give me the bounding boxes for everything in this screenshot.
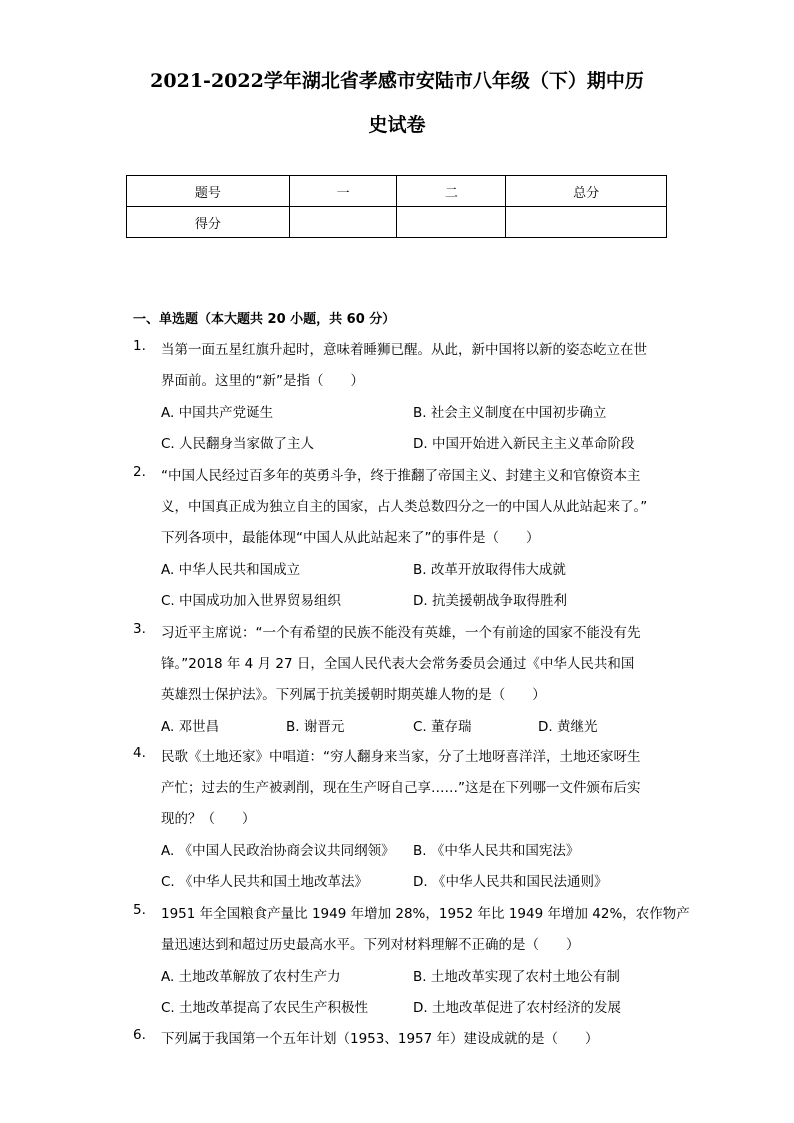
option-b[interactable]: B. 改革开放取得伟大成就 bbox=[413, 562, 566, 578]
score-table-score-cell bbox=[289, 207, 397, 238]
option-c[interactable]: C. 中国成功加入世界贸易组织 bbox=[161, 593, 342, 609]
question-text-line: 锋。”2018 年 4 月 27 日，全国人民代表大会常务委员会通过《中华人民共和国 bbox=[161, 656, 635, 672]
question-number: 6. bbox=[133, 1027, 146, 1043]
question-number: 3. bbox=[133, 621, 146, 637]
option-b[interactable]: B. 《中华人民共和国宪法》 bbox=[413, 843, 580, 859]
option-b[interactable]: B. 社会主义制度在中国初步确立 bbox=[413, 405, 607, 421]
option-a[interactable]: A. 中华人民共和国成立 bbox=[161, 562, 301, 578]
page-title-line-2: 史试卷 bbox=[368, 114, 426, 136]
question-text-line: 1951 年全国粮食产量比 1949 年增加 28%，1952 年比 1949 年增加 42%，农作物产 bbox=[161, 906, 690, 922]
question-text-line: 量迅速达到和超过历史最高水平。下列对材料理解不正确的是（ ） bbox=[161, 937, 580, 953]
option-a[interactable]: A. 《中国人民政治协商会议共同纲领》 bbox=[161, 843, 395, 859]
question-text-line: 义，中国真正成为独立自主的国家，占人类总数四分之一的中国人从此站起来了。” bbox=[161, 499, 648, 515]
question-text-line: “中国人民经过百多年的英勇斗争，终于推翻了帝国主义、封建主义和官僚资本主 bbox=[161, 468, 641, 484]
question-text-line: 英雄烈士保护法》。下列属于抗美援朝时期英雄人物的是（ ） bbox=[161, 687, 546, 703]
option-c[interactable]: C. 《中华人民共和国土地改革法》 bbox=[161, 874, 369, 890]
score-table-header-cell: 总分 bbox=[506, 176, 667, 207]
question-text-line: 当第一面五星红旗升起时，意味着睡狮已醒。从此，新中国将以新的姿态屹立在世 bbox=[161, 342, 647, 358]
option-c[interactable]: C. 人民翻身当家做了主人 bbox=[161, 436, 315, 452]
question-number: 5. bbox=[133, 902, 146, 918]
option-b[interactable]: B. 土地改革实现了农村土地公有制 bbox=[413, 969, 620, 985]
question-text-line: 界面前。这里的“新”是指（ ） bbox=[161, 373, 364, 389]
question-text-line: 产忙；过去的生产被剥削，现在生产呀自己享……”这是在下列哪一文件颁布后实 bbox=[161, 780, 641, 796]
question-number: 4. bbox=[133, 745, 146, 761]
score-table-score-cell bbox=[506, 207, 667, 238]
score-table-score-label: 得分 bbox=[127, 207, 290, 238]
option-c[interactable]: C. 董存瑞 bbox=[413, 719, 472, 735]
score-table-header-row bbox=[127, 176, 667, 207]
page-title-line-1: 2021-2022学年湖北省孝感市安陆市八年级（下）期中历 bbox=[150, 70, 644, 92]
option-d[interactable]: D. 中国开始进入新民主主义革命阶段 bbox=[413, 436, 635, 452]
score-table-header-cell: 一 bbox=[289, 176, 397, 207]
option-d[interactable]: D. 抗美援朝战争取得胜利 bbox=[413, 593, 567, 609]
option-c[interactable]: C. 土地改革提高了农民生产积极性 bbox=[161, 1000, 369, 1016]
option-d[interactable]: D. 土地改革促进了农村经济的发展 bbox=[413, 1000, 621, 1016]
score-table-header-cell: 二 bbox=[397, 176, 506, 207]
question-text-line: 下列属于我国第一个五年计划（1953、1957 年）建设成就的是（ ） bbox=[161, 1031, 599, 1047]
score-table-score-cell bbox=[397, 207, 506, 238]
question-number: 2. bbox=[133, 464, 146, 480]
option-a[interactable]: A. 中国共产党诞生 bbox=[161, 405, 274, 421]
option-d[interactable]: D. 黄继光 bbox=[538, 719, 598, 735]
option-a[interactable]: A. 土地改革解放了农村生产力 bbox=[161, 969, 341, 985]
question-text-line: 民歌《土地还家》中唱道：“穷人翻身来当家，分了土地呀喜洋洋，土地还家呀生 bbox=[161, 749, 641, 765]
score-table-score-row bbox=[127, 207, 667, 238]
option-d[interactable]: D. 《中华人民共和国民法通则》 bbox=[413, 874, 608, 890]
option-a[interactable]: A. 邓世昌 bbox=[161, 719, 220, 735]
section-heading: 一、单选题（本大题共 20 小题，共 60 分） bbox=[133, 312, 396, 327]
question-text-line: 下列各项中，最能体现“中国人从此站起来了”的事件是（ ） bbox=[161, 530, 540, 546]
score-table bbox=[126, 175, 667, 238]
question-text-line: 习近平主席说：“一个有希望的民族不能没有英雄，一个有前途的国家不能没有先 bbox=[161, 625, 641, 641]
option-b[interactable]: B. 谢晋元 bbox=[286, 719, 345, 735]
question-number: 1. bbox=[133, 338, 146, 354]
score-table-header-cell: 题号 bbox=[127, 176, 290, 207]
question-text-line: 现的？（ ） bbox=[161, 811, 256, 827]
